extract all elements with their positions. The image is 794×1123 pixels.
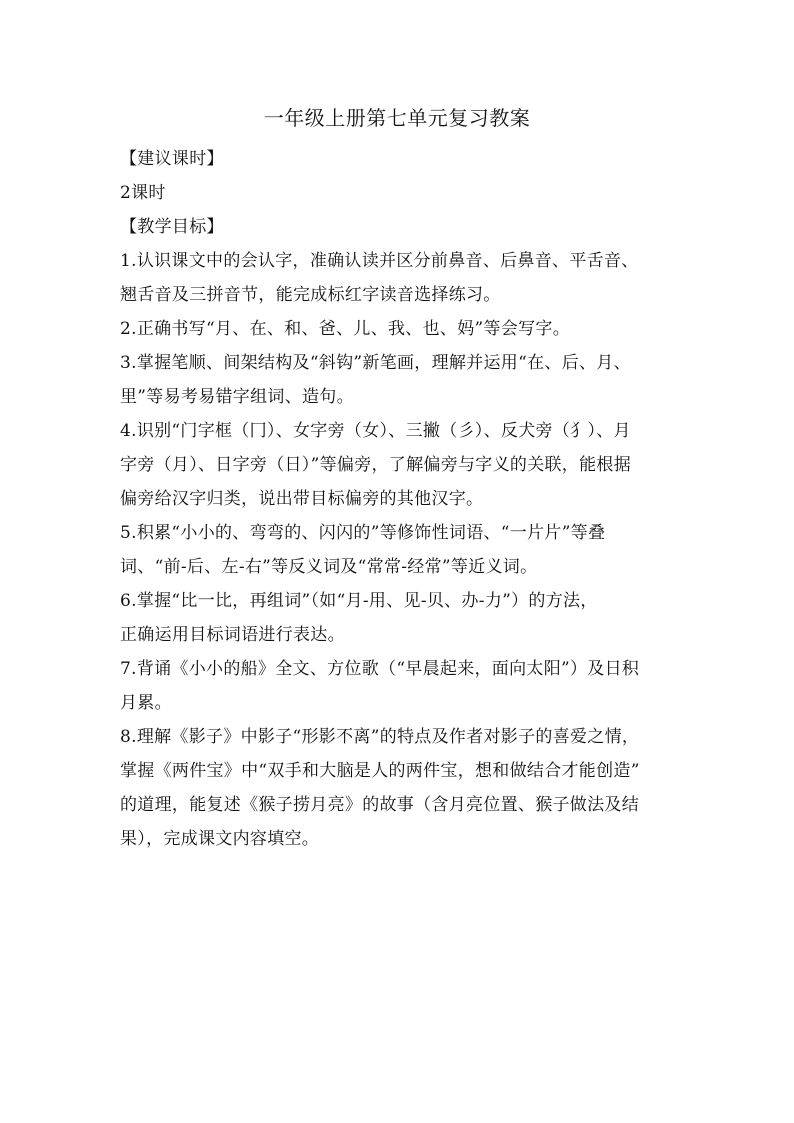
goal-line: 正确运用目标词语进行表达。 [120,625,345,645]
goal-item-3 [120,346,680,414]
goal-line: 5.积累“小小的、弯弯的、闪闪的”等修饰性词语、“一片片”等叠 [120,523,606,543]
goal-line: 4.识别“门字框（冂）、女字旁（女）、三撇（彡）、反犬旁（犭）、月 [120,421,631,441]
goal-line: 8.理解《影子》中影子“形影不离”的特点及作者对影子的喜爱之情， [120,727,640,747]
goal-item-4 [120,414,680,516]
section-heading-hours: 【建议课时】 [120,149,224,169]
goal-line: 2.正确书写“月、在、和、爸、儿、我、也、妈”等会写字。 [120,319,571,339]
goal-line: 掌握《两件宝》中“双手和大脑是人的两件宝，想和做结合才能创造” [120,761,640,781]
hours-value: 2课时 [120,183,166,203]
goal-line: 的道理，能复述《猴子捞月亮》的故事（含月亮位置、猴子做法及结 [120,795,639,815]
goal-item-8 [120,720,680,856]
goal-line: 翘舌音及三拼音节，能完成标红字读音选择练习。 [120,285,501,305]
goal-item-5 [120,516,680,584]
goal-line: 词、“前-后、左-右”等反义词及“常常-经常”等近义词。 [120,557,538,577]
goal-line: 1.认识课文中的会认字，准确认读并区分前鼻音、后鼻音、平舌音、 [120,251,639,271]
goal-line: 里”等易考易错字组词、造句。 [120,387,354,407]
document-body [120,142,680,856]
goal-item-2 [120,312,680,346]
goal-line: 7.背诵《小小的船》全文、方位歌（“早晨起来，面向太阳”）及日积 [120,659,640,679]
goal-line: 字旁（月）、日字旁（日）”等偏旁，了解偏旁与字义的关联，能根据 [120,455,631,475]
goal-line: 月累。 [120,693,172,713]
goal-item-7 [120,652,680,720]
goal-item-1 [120,244,680,312]
goal-line: 偏旁给汉字归类，说出带目标偏旁的其他汉字。 [120,489,484,509]
section-heading-goals: 【教学目标】 [120,217,224,237]
goal-item-6 [120,584,680,652]
goal-line: 6.掌握“比一比，再组词”（如“月-用、见-贝、办-力”）的方法， [120,591,598,611]
goal-line: 3.掌握笔顺、间架结构及“斜钩”新笔画，理解并运用“在、后、月、 [120,353,631,373]
document-title: 一年级上册第七单元复习教案 [263,106,531,130]
goal-line: 果），完成课文内容填空。 [120,829,320,849]
